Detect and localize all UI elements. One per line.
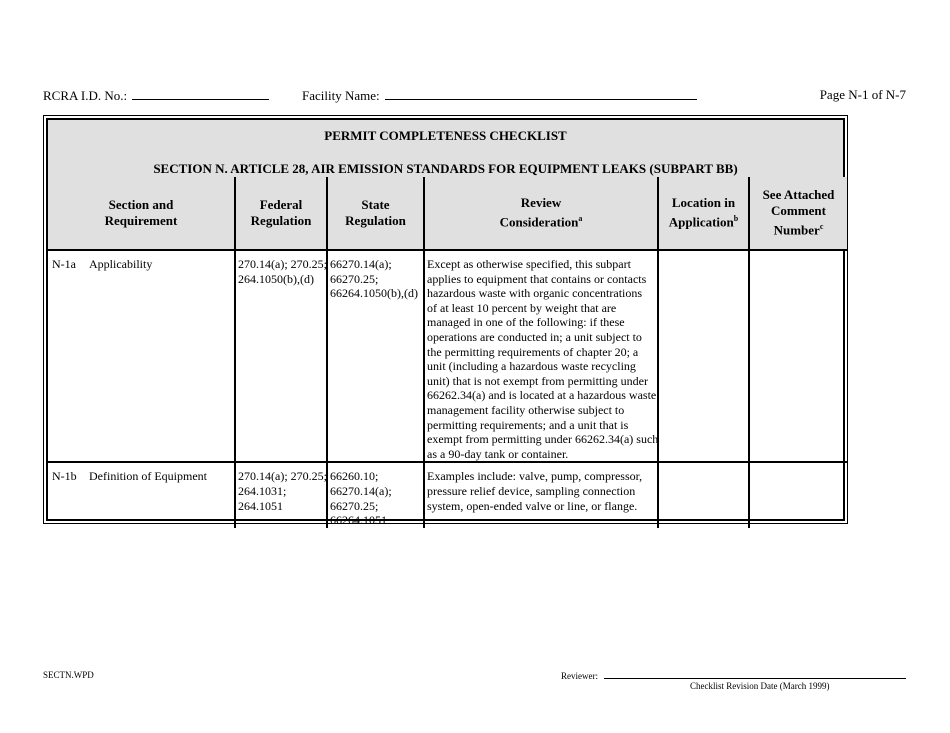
col-state-regulation: State Regulation [327,177,424,250]
table-row [48,462,847,528]
page-number: Page N-1 of N-7 [819,87,906,102]
cell-section-requirement [48,250,235,462]
facility-name-label: Facility Name: [302,88,380,103]
col-section-requirement: Section and Requirement [48,177,235,250]
revision-date: Checklist Revision Date (March 1999) [690,681,830,691]
cell-state-regulation-line: 66270.25; [330,271,379,286]
cell-section-requirement [48,462,235,528]
table-header-row [48,177,847,250]
cell-review-consideration-line: Examples include: valve, pump, compressor, [427,469,643,484]
file-name: SECTN.WPD [43,670,94,680]
table-row [48,250,847,462]
section-title: SECTION N. ARTICLE 28, AIR EMISSION STANDARDS FOR EQUIPMENT LEAKS (SUBPART BB) [153,161,738,176]
checklist-frame [43,115,848,528]
cell-review-consideration-line: unit) that is not exempt from permitting under [427,373,648,388]
cell-federal-regulation [235,462,327,528]
reviewer-label: Reviewer: [561,671,598,681]
facility-name-blank[interactable] [385,87,697,100]
section-id: N-1b [52,469,77,484]
cell-state-regulation-line: 66270.14(a); [330,257,392,271]
cell-comment-number[interactable] [749,462,847,528]
cell-review-consideration-line: applies to equipment that contains or contacts [427,271,647,286]
cell-review-consideration-line: management facility otherwise subject to [427,402,625,417]
cell-federal-regulation-line: 270.14(a); 270.25; [238,469,327,484]
rcra-id-field [43,87,269,104]
cell-comment-number[interactable] [749,250,847,462]
cell-review-consideration-line: operations are conducted in; a unit subject to [427,329,642,344]
cell-review-consideration-line: of at least 10 percent by weight that are [427,300,617,315]
cell-state-regulation-line: 66264.1050(b),(d) [330,286,418,301]
col-federal-regulation: Federal Regulation [235,177,327,250]
col-review-consideration: Review Consideration$^a$ [424,177,658,250]
cell-location-in-application[interactable] [658,462,749,528]
requirement-label: Applicability [89,257,153,271]
rcra-id-blank[interactable] [132,87,269,100]
cell-review-consideration-line: managed in one of the following: if these [427,315,625,330]
cell-review-consideration-line: the permitting requirements of chapter 20; a [427,344,639,359]
cell-state-regulation-line: 66260.10; [330,469,379,484]
reviewer-blank[interactable] [604,670,906,679]
title-band [48,120,843,179]
cell-review-consideration-line: Except as otherwise specified, this subpart [427,257,631,271]
cell-review-consideration-line: pressure relief device, sampling connection [427,483,636,498]
section-id: N-1a [52,257,76,271]
cell-federal-regulation-line: 264.1051 [238,498,283,513]
cell-review-consideration-line: permitting requirements; and a unit that is [427,417,629,432]
rcra-id-label: RCRA I.D. No.: [43,88,128,103]
cell-federal-regulation-line: 264.1031; [238,483,287,498]
col-location-in-application: Location in Application$^b$ [658,177,749,250]
cell-state-regulation-line: 66270.14(a); [330,483,392,498]
checklist-inner [46,118,845,528]
cell-federal-regulation-line: 270.14(a); 270.25; [238,257,327,271]
cell-review-consideration [424,462,658,528]
checklist-table [48,177,847,528]
cell-state-regulation [327,250,424,462]
cell-federal-regulation [235,250,327,462]
cell-federal-regulation-line: 264.1050(b),(d) [238,271,314,286]
cell-review-consideration-line: as a 90-day tank or container. [427,446,569,461]
cell-review-consideration-line: 66262.34(a) and is located at a hazardous waste [427,388,657,403]
cell-review-consideration-line: exempt from permitting under 66262.34(a) such [427,432,659,447]
checklist-title: PERMIT COMPLETENESS CHECKLIST [324,128,567,143]
cell-state-regulation [327,462,424,528]
facility-name-field [302,87,697,104]
cell-state-regulation-line: 66264.1051 [330,513,387,528]
col-comment-number: See Attached Comment Number$^c$ [749,177,847,250]
cell-review-consideration [424,250,658,462]
reviewer-field [561,670,906,681]
cell-review-consideration-line: hazardous waste with organic concentrations [427,286,643,301]
cell-location-in-application[interactable] [658,250,749,462]
requirement-label: Definition of Equipment [89,469,207,484]
cell-state-regulation-line: 66270.25; [330,498,379,513]
cell-review-consideration-line: system, open-ended valve or line, or flange. [427,498,638,513]
cell-review-consideration-line: unit (including a hazardous waste recycling [427,359,636,374]
